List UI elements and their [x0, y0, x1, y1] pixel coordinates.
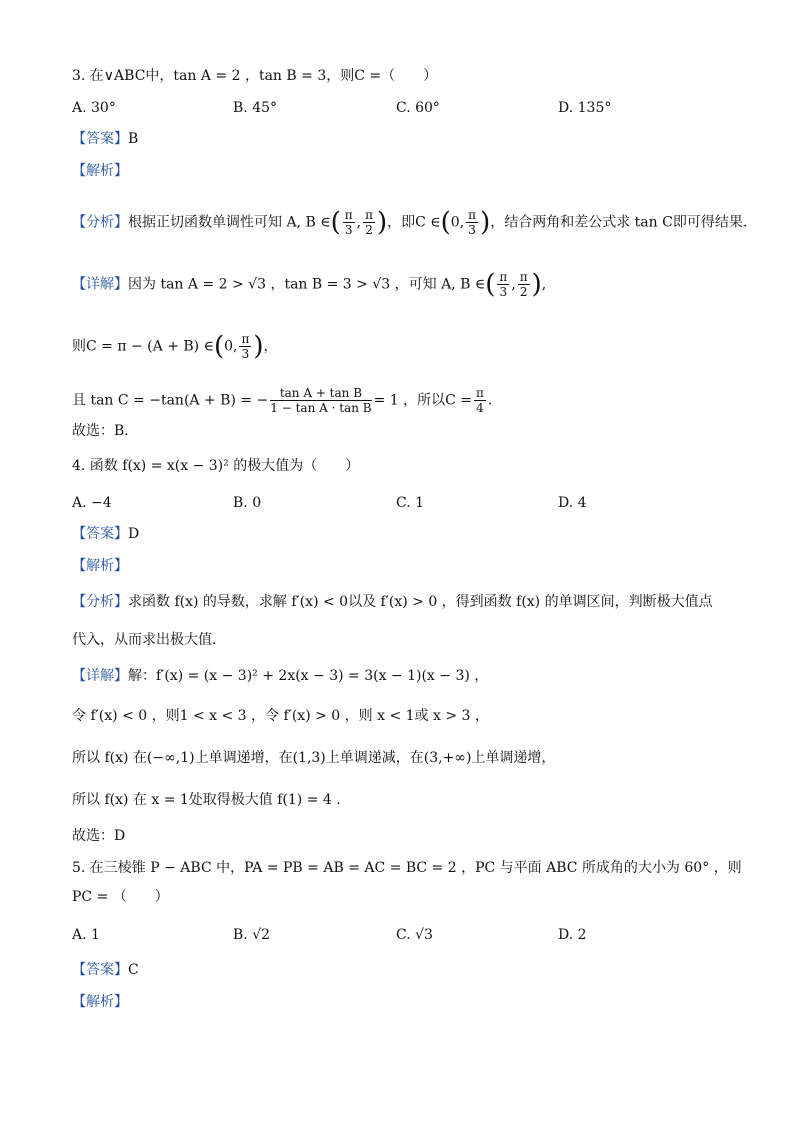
answer-tag: 【答案】	[72, 131, 128, 147]
q4-answer-line	[72, 524, 139, 544]
q4-detail-line-3: 所以 f(x) 在(−∞,1)上单调递增，在(1,3)上单调递减，在(3,+∞)上单调递增，	[72, 750, 556, 766]
q3-fenxi-line: 【分析】根据正切函数单调性可知 A, B ∈( $\frac{\pi}{3}$ , $\frac{\pi}{2}$ )，即C ∈(0, $\frac{\pi}{3}$ )，结合两角和差公式求 tan C即可得结果.	[72, 207, 748, 238]
q4-option-d: D. 4	[558, 495, 587, 511]
fraction-pi-3b: $\frac{\pi}{3}$	[468, 208, 477, 237]
q5-option-d: D. 2	[558, 927, 587, 943]
q3-detail-line-2: 则C = π − (A + B) ∈(0, $\frac{\pi}{3}$ )，	[72, 331, 278, 362]
xiangjie-tag: 【详解】	[72, 668, 128, 684]
analysis-tag: 【解析】	[72, 994, 128, 1010]
q5-option-a: A. 1	[72, 927, 100, 943]
q5-answer-line	[72, 960, 139, 980]
q3-detail-line-1: 【详解】因为 tan A = 2 > √3 ，tan B = 3 > √3 ，可知 A, B ∈( $\frac{\pi}{3}$ , $\frac{\pi}{2}$ ),	[72, 269, 547, 300]
q3-option-a: A. 30°	[72, 100, 116, 116]
q3-answer-line	[72, 129, 138, 149]
analysis-tag: 【解析】	[72, 163, 128, 179]
q4-fenxi-line-2: 代入，从而求出极大值.	[72, 632, 217, 648]
answer-value: C	[128, 962, 139, 978]
q4-option-c: C. 1	[396, 495, 425, 511]
fenxi-tag: 【分析】	[72, 594, 128, 610]
q4-option-b: B. 0	[233, 495, 262, 511]
q3-option-d: D. 135°	[558, 100, 612, 116]
xiangjie-tag: 【详解】	[72, 276, 128, 293]
q4-detail-line-4: 所以 f(x) 在 x = 1处取得极大值 f(1) = 4 .	[72, 792, 341, 808]
q5-option-c: C. √3	[396, 927, 433, 943]
tan-sum-fraction: $\frac{\text{tan A + tan B}}{\text{1 − tan A · tan B}}$	[270, 386, 372, 415]
q4-stem: 4. 函数 f(x) = x(x − 3)² 的极大值为（ ）	[72, 458, 360, 474]
q4-detail-line-1: 【详解】解：f′(x) = (x − 3)² + 2x(x − 3) = 3(x − 1)(x − 3) ，	[72, 668, 489, 684]
q3-conclusion: 故选：B.	[72, 423, 129, 439]
fraction-pi-2: $\frac{\pi}{2}$	[365, 208, 373, 237]
fenxi-text-a: 根据正切函数单调性可知 A, B ∈	[128, 214, 331, 231]
q4-option-a: A. −4	[72, 495, 112, 511]
q4-detail-line-2: 令 f′(x) < 0 ，则1 < x < 3 ，令 f′(x) > 0 ，则 x < 1或 x > 3 ，	[72, 708, 489, 724]
q5-stem-line-2: PC = （ ）	[72, 889, 169, 905]
answer-tag: 【答案】	[72, 526, 128, 542]
q4-conclusion: 故选：D	[72, 828, 126, 844]
q4-fenxi-line-1: 【分析】求函数 f(x) 的导数，求解 f′(x) < 0以及 f′(x) > 0 ，得到函数 f(x) 的单调区间，判断极大值点	[72, 594, 713, 610]
q3-option-b: B. 45°	[233, 100, 278, 116]
answer-value: D	[128, 526, 140, 542]
fraction-pi-3: $\frac{\pi}{3}$	[344, 208, 353, 237]
fenxi-tag: 【分析】	[72, 214, 128, 231]
analysis-tag: 【解析】	[72, 558, 128, 574]
answer-tag: 【答案】	[72, 962, 128, 978]
q5-option-b: B. √2	[233, 927, 271, 943]
fenxi-text-c: ，结合两角和差公式求 tan C即可得结果.	[490, 214, 748, 231]
answer-value: B	[128, 131, 139, 147]
q3-detail-line-3: 且 tan C = −tan(A + B) = − $\frac{\text{tan A + tan B}}{\text{1 − tan A · tan B}}$ = 1 ，所以C = $\frac{\pi}{4}$ .	[72, 386, 493, 415]
q3-option-c: C. 60°	[396, 100, 440, 116]
q3-stem: 3. 在∨ABC中，tan A = 2 ，tan B = 3，则C =（ ）	[72, 68, 438, 84]
fenxi-text-b: ，即C ∈	[387, 214, 441, 231]
q5-stem-line-1: 5. 在三棱锥 P − ABC 中，PA = PB = AB = AC = BC = 2 ，PC 与平面 ABC 所成角的大小为 60° ，则	[72, 860, 742, 876]
